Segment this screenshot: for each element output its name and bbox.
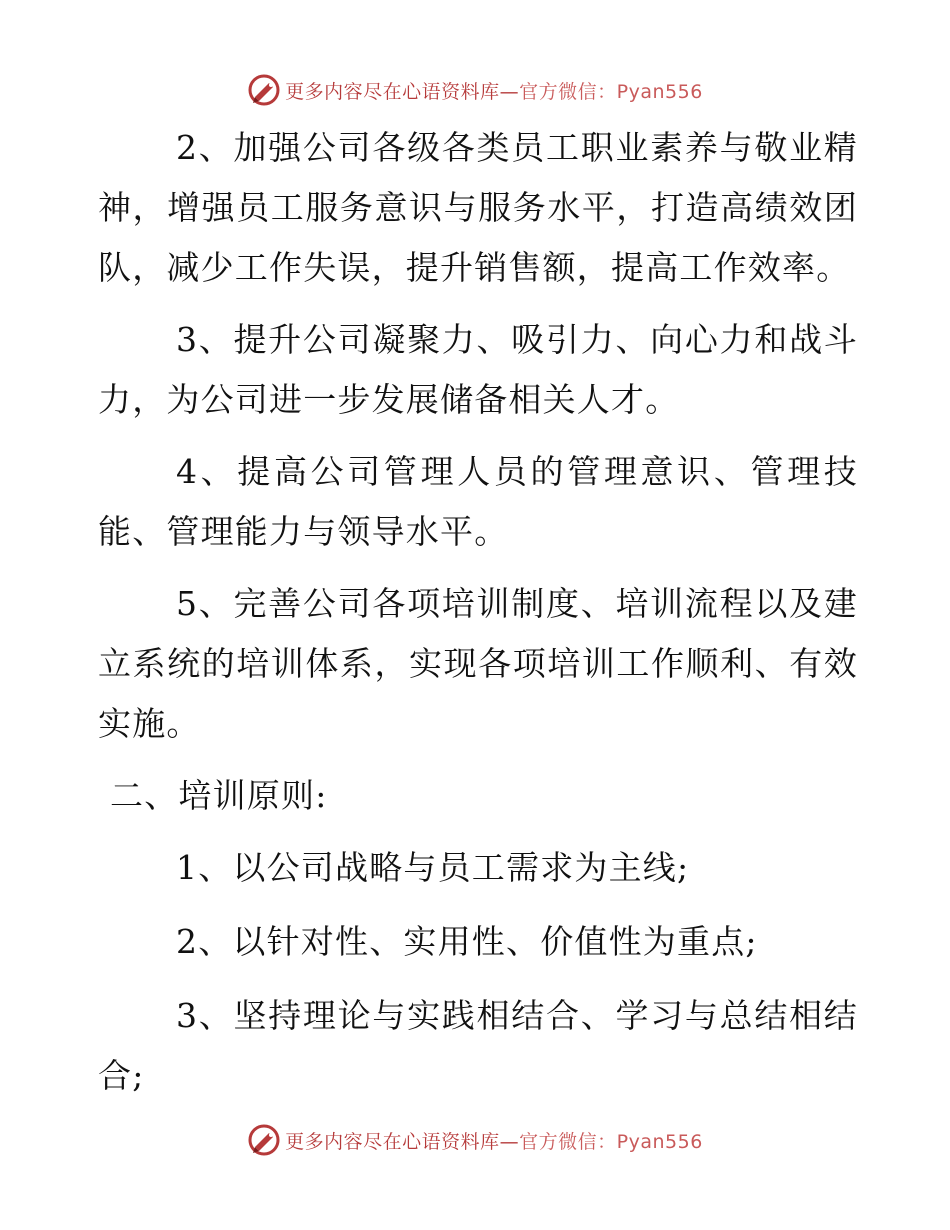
footer-wechat-text: 官方微信：Pyan556 — [519, 1130, 703, 1153]
pen-logo-icon — [247, 73, 281, 107]
paragraph-item-5: 5、完善公司各项培训制度、培训流程以及建立系统的培训体系，实现各项培训工作顺利、有效实施。 — [98, 584, 858, 743]
principle-item-1: 1、以公司战略与员工需求为主线; — [176, 848, 690, 887]
footer-brand-text: 更多内容尽在心语资料库 — [285, 1130, 500, 1153]
header-brand-text: 更多内容尽在心语资料库 — [285, 80, 500, 103]
paragraph-item-3: 3、提升公司凝聚力、吸引力、向心力和战斗力，为公司进一步发展储备相关人才。 — [98, 320, 858, 419]
footer-separator: — — [499, 1130, 520, 1153]
paragraph-item-2: 2、加强公司各级各类员工职业素养与敬业精神，增强员工服务意识与服务水平，打造高绩效团队，减少工作失误，提升销售额，提高工作效率。 — [98, 128, 858, 287]
document-body — [98, 118, 858, 1120]
section-heading: 二、培训原则: — [110, 776, 328, 815]
principle-item-3: 3、坚持理论与实践相结合、学习与总结相结合; — [98, 996, 858, 1095]
page-header-banner — [0, 72, 950, 108]
header-separator: — — [499, 80, 520, 103]
paragraph-item-4: 4、提高公司管理人员的管理意识、管理技能、管理能力与领导水平。 — [98, 452, 858, 551]
principle-item-2: 2、以针对性、实用性、价值性为重点; — [176, 922, 758, 961]
footer-banner-text — [285, 1127, 703, 1154]
header-banner-text — [285, 77, 703, 104]
header-wechat-text: 官方微信：Pyan556 — [519, 80, 703, 103]
pen-logo-icon — [247, 1123, 281, 1157]
page-footer-banner — [0, 1122, 950, 1158]
